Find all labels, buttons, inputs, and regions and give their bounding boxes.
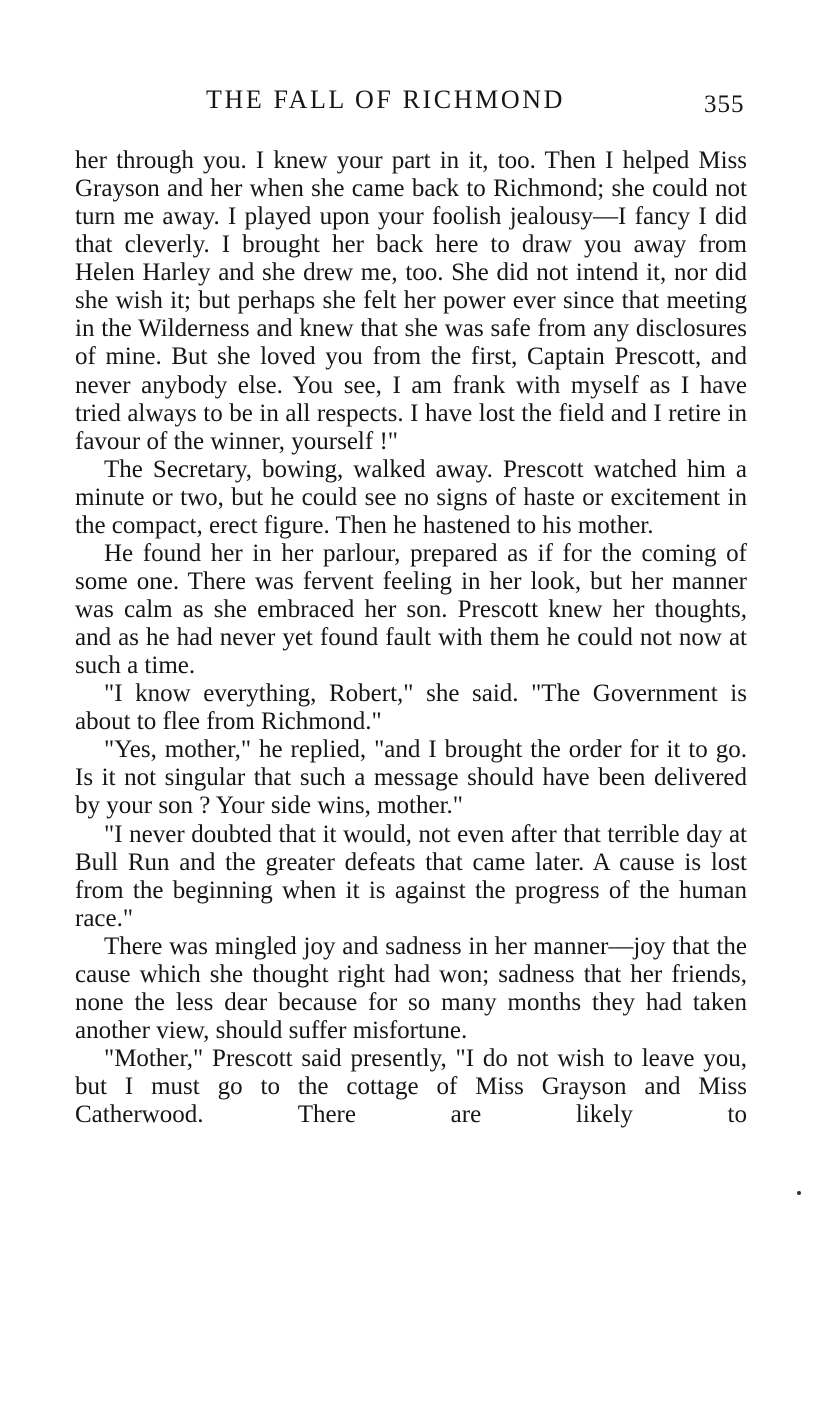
running-head bbox=[0, 84, 830, 120]
paragraph: The Secretary, bowing, walked away. Prescott watched him a minute or two, but he could see no signs of haste or excitement in the compact, erect figure. Then he hastened to his mother. bbox=[75, 455, 747, 539]
page-number: 355 bbox=[704, 91, 745, 118]
paragraph: He found her in her parlour, prepared as if for the coming of some one. There was fervent feeling in her look, but her manner was calm as she embraced her son. Prescott knew her thoughts, and as he had never yet found fault with them he could not now at such a time. bbox=[75, 539, 747, 680]
scan-speck bbox=[797, 1191, 801, 1195]
body-text bbox=[75, 147, 747, 1129]
chapter-title: THE FALL OF RICHMOND bbox=[206, 85, 565, 114]
paragraph: There was mingled joy and sadness in her manner—joy that the cause which she thought right had won; sadness that her friends, none the less dear because for so many months they had taken another view, should suffer misfortune. bbox=[75, 932, 747, 1044]
paragraph: "Mother," Prescott said presently, "I do not wish to leave you, but I must go to the cottage of Miss Grayson and Miss Catherwood. There are likely to bbox=[75, 1045, 747, 1129]
paragraph: "Yes, mother," he replied, "and I brought the order for it to go. Is it not singular that such a message should have been delivered by your son ? Your side wins, mother." bbox=[75, 736, 747, 820]
paragraph: "I know everything, Robert," she said. "The Government is about to flee from Richmond." bbox=[75, 680, 747, 736]
paragraph: "I never doubted that it would, not even after that terrible day at Bull Run and the greater defeats that came later. A cause is lost from the beginning when it is against the progress of the human race." bbox=[75, 820, 747, 932]
paragraph: her through you. I knew your part in it, too. Then I helped Miss Grayson and her when she came back to Richmond; she could not turn me away. I played upon your foolish jealousy—I fancy I did that cleverly. I brought her back here to draw you away from Helen Harley and she drew me, too. She did not intend it, nor did she wish it; but perhaps she felt her power ever since that meeting in the Wilderness and knew that she was safe from any disclosures of mine. But she loved you from the first, Captain Prescott, and never anybody else. You see, I am frank with myself as I have tried always to be in all respects. I have lost the field and I retire in favour of the winner, yourself !" bbox=[75, 147, 747, 455]
